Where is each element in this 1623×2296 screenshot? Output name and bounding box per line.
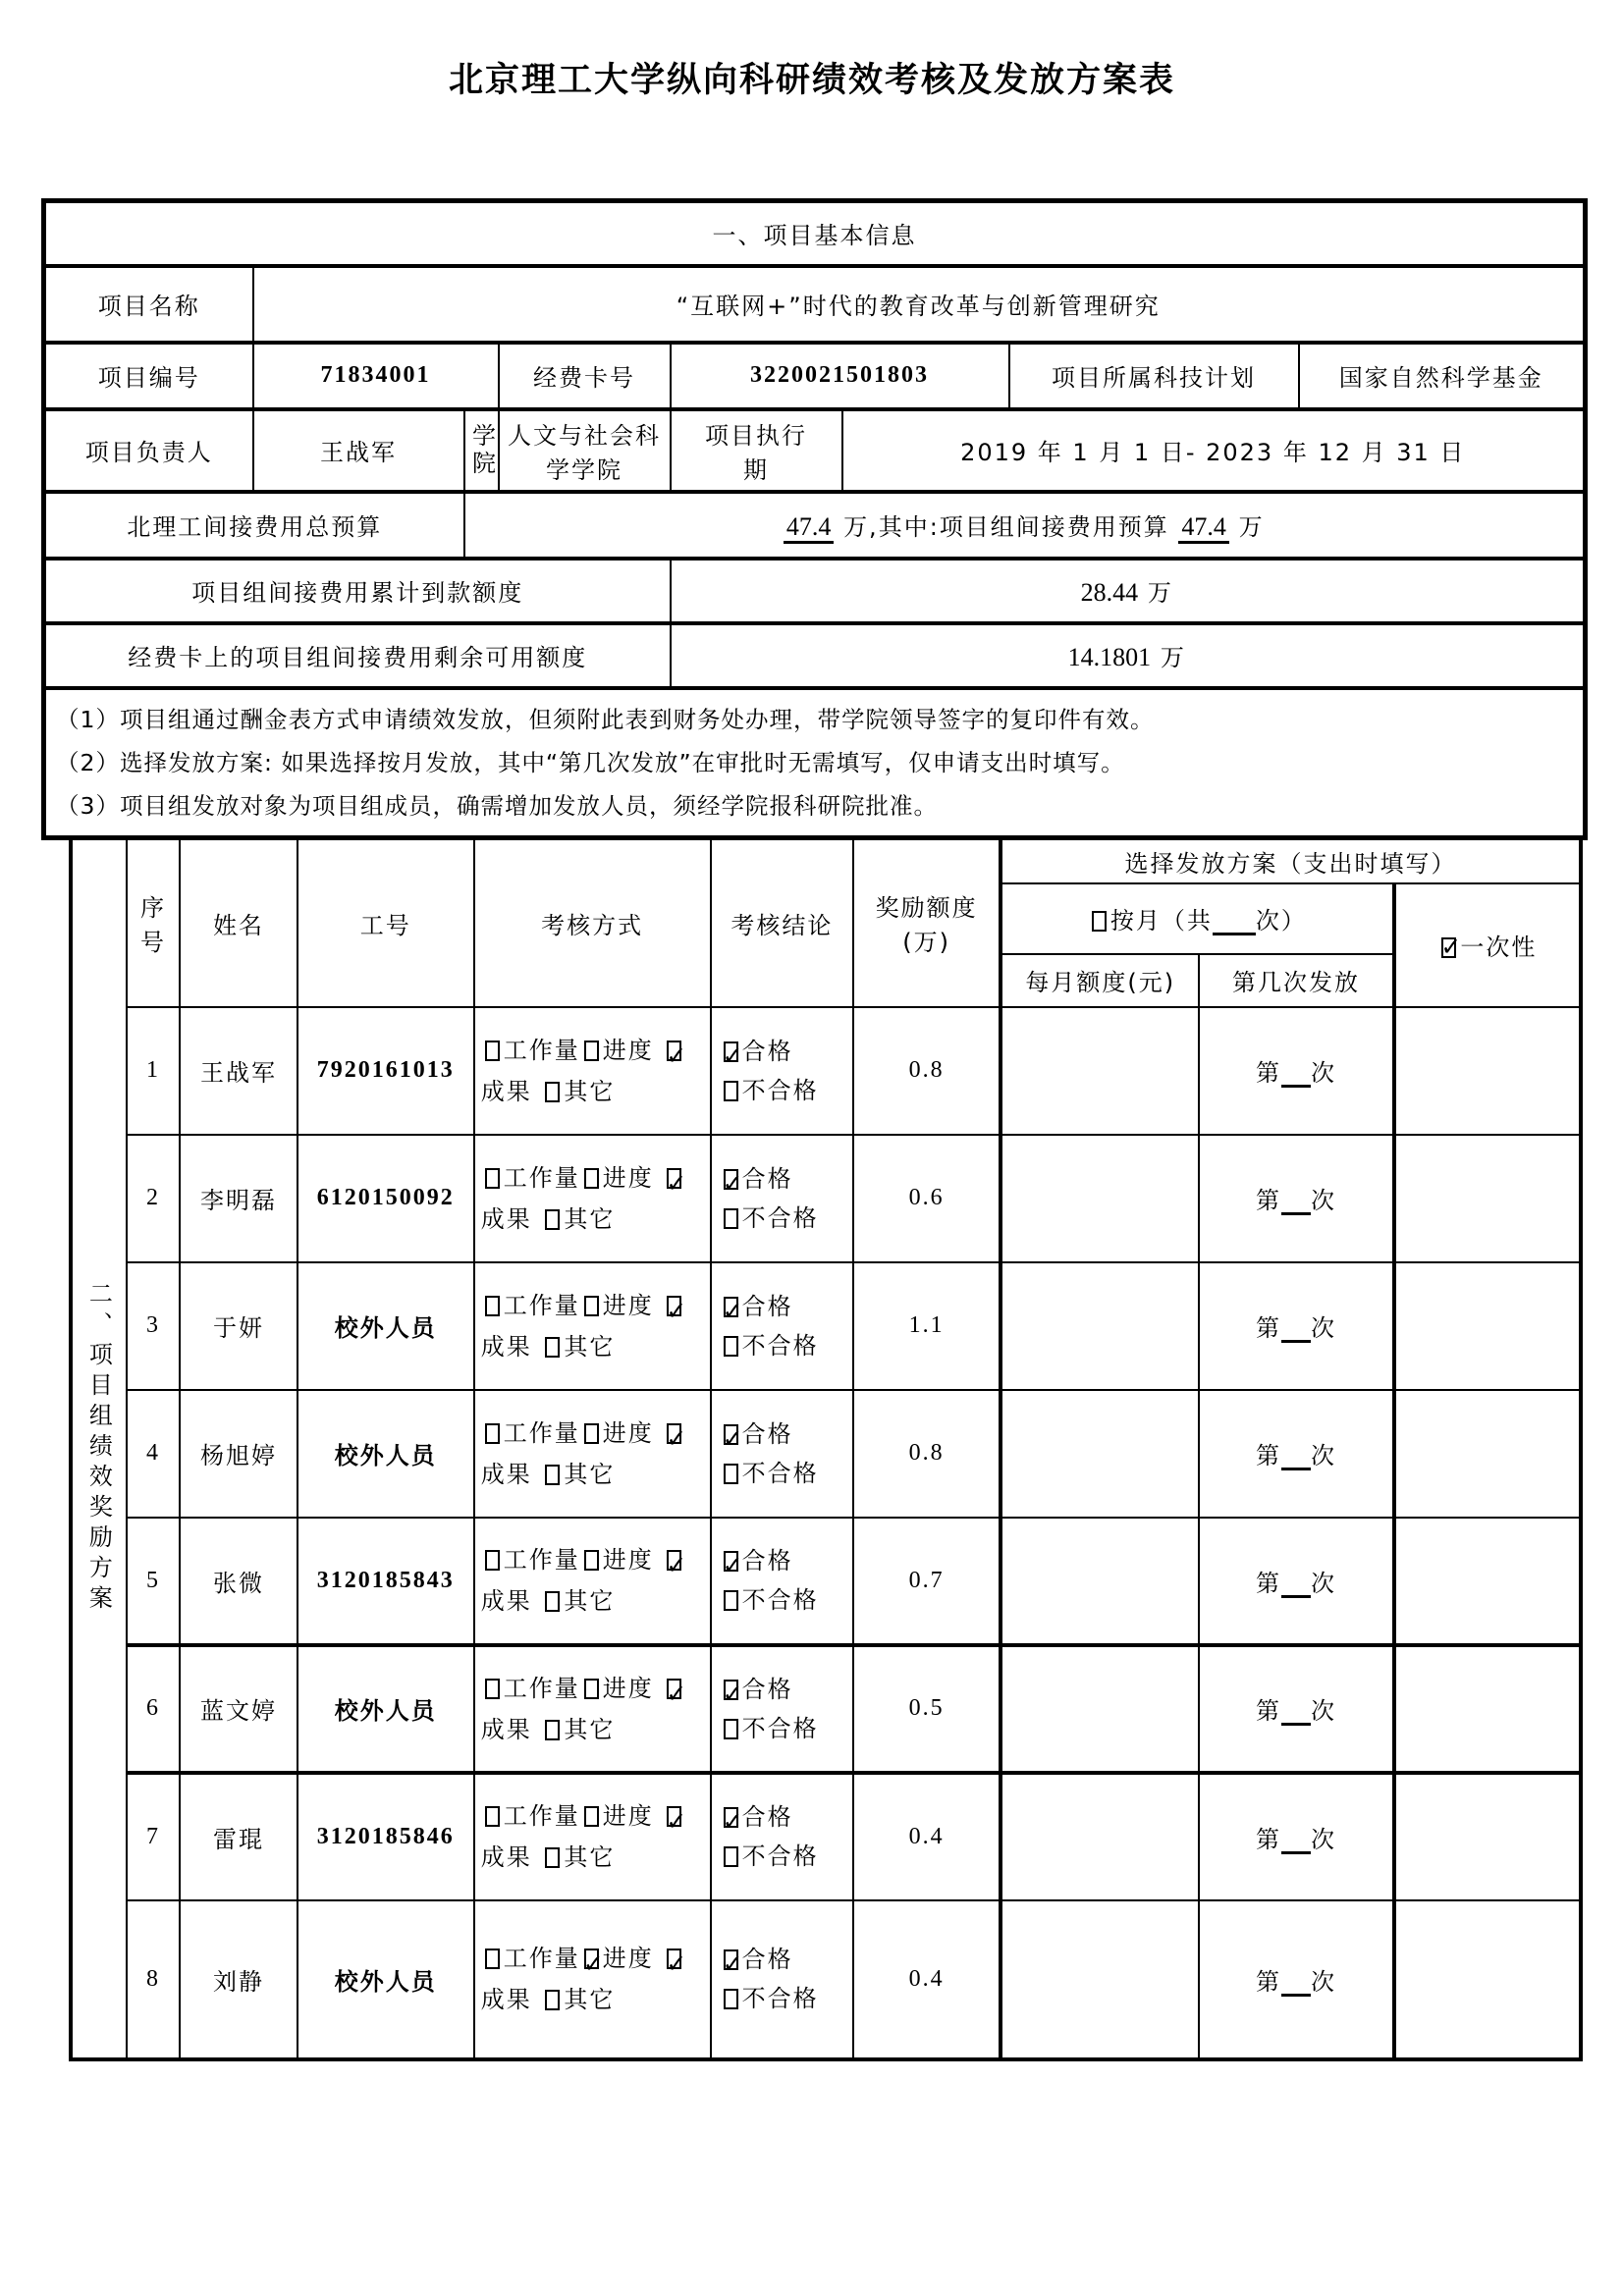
header-name: 姓名 — [180, 838, 297, 1007]
workload-checkbox[interactable] — [485, 1041, 500, 1061]
member-id: 3120185843 — [298, 1518, 474, 1645]
project-name-value: “互联网+”时代的教育改革与创新管理研究 — [253, 266, 1586, 343]
other-checkbox[interactable] — [545, 1720, 560, 1740]
which-time-cell[interactable]: 第 次 — [1199, 1645, 1393, 1773]
member-name: 李明磊 — [180, 1135, 297, 1262]
indirect-budget-mid: 万,其中:项目组间接费用预算 — [843, 513, 1169, 541]
member-seq: 5 — [127, 1518, 181, 1645]
member-amount: 0.4 — [853, 1773, 1001, 1900]
member-name: 刘静 — [180, 1900, 297, 2059]
header-method: 考核方式 — [474, 838, 711, 1007]
fail-checkbox[interactable] — [724, 1336, 738, 1357]
member-conclusion-cell: ✓合格 不合格 — [711, 1135, 854, 1262]
member-seq: 2 — [127, 1135, 181, 1262]
received-value: 28.44 万 — [671, 559, 1586, 623]
member-seq: 1 — [127, 1007, 181, 1135]
fail-checkbox[interactable] — [724, 1846, 738, 1867]
pass-checkbox[interactable] — [724, 1297, 738, 1317]
indirect-budget-value — [464, 492, 1586, 559]
which-time-blank[interactable] — [1281, 1063, 1311, 1088]
workload-checkbox[interactable] — [485, 1806, 500, 1827]
fail-checkbox[interactable] — [724, 1590, 738, 1611]
other-checkbox[interactable] — [545, 1847, 560, 1868]
member-name: 王战军 — [180, 1007, 297, 1135]
table-row — [44, 559, 1586, 623]
project-code-value: 71834001 — [253, 343, 499, 409]
which-time-blank[interactable] — [1281, 1191, 1311, 1215]
monthly-amount-cell[interactable] — [1001, 1518, 1199, 1645]
member-amount: 0.7 — [853, 1518, 1001, 1645]
monthly-amount-cell[interactable] — [1001, 1007, 1199, 1135]
which-time-cell[interactable]: 第 次 — [1199, 1518, 1393, 1645]
result-checkbox[interactable] — [667, 1679, 681, 1699]
section2-side-label-cell — [71, 838, 127, 2059]
which-time-cell[interactable]: 第 次 — [1199, 1773, 1393, 1900]
received-label: 项目组间接费用累计到款额度 — [44, 559, 671, 623]
progress-checkbox[interactable] — [584, 1423, 599, 1444]
monthly-count-blank[interactable] — [1213, 911, 1256, 935]
note-2: （2）选择发放方案: 如果选择按月发放，其中“第几次发放”在审批时无需填写，仅申请支出时填写。 — [56, 748, 1125, 776]
which-time-cell[interactable]: 第 次 — [1199, 1135, 1393, 1262]
project-code-label: 项目编号 — [44, 343, 253, 409]
which-time-cell[interactable]: 第 次 — [1199, 1007, 1393, 1135]
fail-checkbox[interactable] — [724, 1989, 738, 2009]
member-id: 校外人员 — [298, 1390, 474, 1518]
member-name: 于妍 — [180, 1262, 297, 1390]
member-conclusion-cell: ✓合格 不合格 — [711, 1773, 854, 1900]
member-conclusion-cell: ✓合格 不合格 — [711, 1262, 854, 1390]
table-row — [44, 343, 1586, 409]
progress-checkbox[interactable] — [584, 1168, 599, 1189]
progress-checkbox[interactable] — [584, 1550, 599, 1571]
workload-checkbox[interactable] — [485, 1679, 500, 1699]
monthly-checkbox[interactable] — [1092, 911, 1107, 932]
monthly-amount-cell[interactable] — [1001, 1900, 1199, 2059]
header-seq: 序号 — [127, 838, 181, 1007]
member-name: 张微 — [180, 1518, 297, 1645]
member-conclusion-cell: ✓合格 不合格 — [711, 1390, 854, 1518]
workload-checkbox[interactable] — [485, 1949, 500, 1969]
remaining-value: 14.1801 万 — [671, 623, 1586, 688]
member-row — [71, 1900, 1581, 2059]
table-row — [44, 492, 1586, 559]
college-value: 人文与社会科学学院 — [499, 409, 671, 492]
monthly-amount-cell[interactable] — [1001, 1645, 1199, 1773]
remaining-label: 经费卡上的项目组间接费用剩余可用额度 — [44, 623, 671, 688]
member-method-cell: 工作量 进度 ✓成果 其它 — [474, 1135, 711, 1262]
onetime-cell[interactable] — [1394, 1007, 1581, 1135]
table-header-row — [71, 838, 1581, 883]
member-amount: 1.1 — [853, 1262, 1001, 1390]
member-conclusion-cell: ✓合格 不合格 — [711, 1645, 854, 1773]
onetime-cell[interactable] — [1394, 1518, 1581, 1645]
leader-value: 王战军 — [253, 409, 464, 492]
reward-plan-table — [69, 836, 1583, 2061]
which-time-blank[interactable] — [1281, 1573, 1311, 1597]
pass-checkbox[interactable] — [724, 1424, 738, 1445]
member-row — [71, 1518, 1581, 1645]
which-time-blank[interactable] — [1281, 1318, 1311, 1343]
table-row — [44, 201, 1586, 266]
progress-checkbox[interactable] — [584, 1041, 599, 1061]
member-amount: 0.8 — [853, 1007, 1001, 1135]
member-row — [71, 1135, 1581, 1262]
monthly-amount-cell[interactable] — [1001, 1262, 1199, 1390]
onetime-cell[interactable] — [1394, 1900, 1581, 2059]
member-method-cell: 工作量 进度 ✓成果 其它 — [474, 1007, 711, 1135]
member-name: 蓝文婷 — [180, 1645, 297, 1773]
member-id: 校外人员 — [298, 1645, 474, 1773]
member-row — [71, 1007, 1581, 1135]
program-label: 项目所属科技计划 — [1009, 343, 1299, 409]
other-checkbox[interactable] — [545, 1990, 560, 2010]
table-row — [44, 266, 1586, 343]
member-conclusion-cell: ✓合格 不合格 — [711, 1007, 854, 1135]
which-time-blank[interactable] — [1281, 1446, 1311, 1470]
period-label: 项目执行期 — [671, 409, 842, 492]
notes-cell — [44, 688, 1586, 838]
other-checkbox[interactable] — [545, 1591, 560, 1612]
progress-checkbox[interactable] — [584, 1949, 599, 1969]
member-conclusion-cell: ✓合格 不合格 — [711, 1900, 854, 2059]
fund-card-value: 3220021501803 — [671, 343, 1009, 409]
member-method-cell: 工作量 进度 ✓成果 其它 — [474, 1390, 711, 1518]
table-row — [44, 409, 1586, 492]
member-seq: 7 — [127, 1773, 181, 1900]
period-value: 2019 年 1 月 1 日- 2023 年 12 月 31 日 — [842, 409, 1586, 492]
result-checkbox[interactable] — [667, 1168, 681, 1189]
member-seq: 8 — [127, 1900, 181, 2059]
pass-checkbox[interactable] — [724, 1949, 738, 1970]
member-amount: 0.5 — [853, 1645, 1001, 1773]
header-conclusion: 考核结论 — [711, 838, 854, 1007]
header-id: 工号 — [298, 838, 474, 1007]
member-amount: 0.4 — [853, 1900, 1001, 2059]
which-time-blank[interactable] — [1281, 1701, 1311, 1726]
header-plan-group: 选择发放方案（支出时填写） — [1001, 838, 1581, 883]
progress-checkbox[interactable] — [584, 1296, 599, 1316]
section2-side-label: 二、项目组绩效奖励方案 — [84, 1281, 113, 1616]
fail-checkbox[interactable] — [724, 1208, 738, 1229]
result-checkbox[interactable] — [667, 1041, 681, 1061]
fund-card-label: 经费卡号 — [499, 343, 671, 409]
indirect-budget-amount2[interactable]: 47.4 — [1178, 512, 1229, 544]
fail-checkbox[interactable] — [724, 1464, 738, 1484]
monthly-amount-cell[interactable] — [1001, 1390, 1199, 1518]
other-checkbox[interactable] — [545, 1465, 560, 1485]
member-method-cell: 工作量 ✓ 进度 ✓成果 其它 — [474, 1900, 711, 2059]
result-checkbox[interactable] — [667, 1296, 681, 1316]
header-amount: 奖励额度 (万) — [853, 838, 1001, 1007]
member-name: 雷琨 — [180, 1773, 297, 1900]
member-amount: 0.8 — [853, 1390, 1001, 1518]
note-3: （3）项目组发放对象为项目组成员，确需增加发放人员，须经学院报科研院批准。 — [56, 791, 938, 820]
onetime-cell[interactable] — [1394, 1135, 1581, 1262]
other-checkbox[interactable] — [545, 1337, 560, 1358]
member-seq: 3 — [127, 1262, 181, 1390]
fail-checkbox[interactable] — [724, 1081, 738, 1101]
pass-checkbox[interactable] — [724, 1041, 738, 1062]
onetime-cell[interactable] — [1394, 1390, 1581, 1518]
member-id: 3120185846 — [298, 1773, 474, 1900]
result-checkbox[interactable] — [667, 1806, 681, 1827]
program-value: 国家自然科学基金 — [1299, 343, 1586, 409]
table-row — [44, 623, 1586, 688]
onetime-checkbox[interactable] — [1441, 937, 1456, 958]
member-row — [71, 1645, 1581, 1773]
onetime-cell[interactable] — [1394, 1262, 1581, 1390]
which-time-blank[interactable] — [1281, 1971, 1311, 1996]
member-row — [71, 1262, 1581, 1390]
member-id: 6120150092 — [298, 1135, 474, 1262]
progress-checkbox[interactable] — [584, 1679, 599, 1699]
member-method-cell: 工作量 进度 ✓成果 其它 — [474, 1773, 711, 1900]
pass-checkbox[interactable] — [724, 1169, 738, 1190]
monthly-amount-cell[interactable] — [1001, 1773, 1199, 1900]
header-which-time: 第几次发放 — [1199, 954, 1393, 1007]
workload-checkbox[interactable] — [485, 1296, 500, 1316]
member-method-cell: 工作量 进度 ✓成果 其它 — [474, 1518, 711, 1645]
workload-checkbox[interactable] — [485, 1550, 500, 1571]
section1-heading: 一、项目基本信息 — [44, 201, 1586, 266]
member-seq: 6 — [127, 1645, 181, 1773]
fail-checkbox[interactable] — [724, 1719, 738, 1739]
project-name-label: 项目名称 — [44, 266, 253, 343]
result-checkbox[interactable] — [667, 1550, 681, 1571]
header-onetime-option: ✓一次性 — [1394, 883, 1581, 1007]
college-label: 学院 — [464, 409, 499, 492]
onetime-cell[interactable] — [1394, 1645, 1581, 1773]
which-time-cell[interactable]: 第 次 — [1199, 1390, 1393, 1518]
table-row — [44, 688, 1586, 838]
note-1: （1）项目组通过酬金表方式申请绩效发放，但须附此表到财务处办理，带学院领导签字的复印件有效。 — [56, 705, 1155, 733]
workload-checkbox[interactable] — [485, 1168, 500, 1189]
other-checkbox[interactable] — [545, 1209, 560, 1230]
member-row — [71, 1773, 1581, 1900]
onetime-cell[interactable] — [1394, 1773, 1581, 1900]
indirect-budget-unit: 万 — [1238, 513, 1265, 541]
page-title: 北京理工大学纵向科研绩效考核及发放方案表 — [448, 61, 1175, 100]
result-checkbox[interactable] — [667, 1949, 681, 1969]
member-id: 校外人员 — [298, 1262, 474, 1390]
pass-checkbox[interactable] — [724, 1551, 738, 1572]
member-method-cell: 工作量 进度 ✓成果 其它 — [474, 1645, 711, 1773]
leader-label: 项目负责人 — [44, 409, 253, 492]
monthly-amount-cell[interactable] — [1001, 1135, 1199, 1262]
indirect-budget-amount1[interactable]: 47.4 — [784, 512, 835, 544]
which-time-cell[interactable]: 第 次 — [1199, 1900, 1393, 2059]
progress-checkbox[interactable] — [584, 1806, 599, 1827]
member-id: 7920161013 — [298, 1007, 474, 1135]
member-name: 杨旭婷 — [180, 1390, 297, 1518]
member-conclusion-cell: ✓合格 不合格 — [711, 1518, 854, 1645]
member-id: 校外人员 — [298, 1900, 474, 2059]
which-time-cell[interactable]: 第 次 — [1199, 1262, 1393, 1390]
member-row — [71, 1390, 1581, 1518]
member-amount: 0.6 — [853, 1135, 1001, 1262]
pass-checkbox[interactable] — [724, 1680, 738, 1700]
pass-checkbox[interactable] — [724, 1807, 738, 1828]
which-time-blank[interactable] — [1281, 1829, 1311, 1853]
other-checkbox[interactable] — [545, 1082, 560, 1102]
member-method-cell: 工作量 进度 ✓成果 其它 — [474, 1262, 711, 1390]
workload-checkbox[interactable] — [485, 1423, 500, 1444]
indirect-budget-label: 北理工间接费用总预算 — [44, 492, 464, 559]
result-checkbox[interactable] — [667, 1423, 681, 1444]
member-seq: 4 — [127, 1390, 181, 1518]
header-monthly-option: 按月（共 次） — [1001, 883, 1394, 954]
basic-info-table — [41, 198, 1588, 840]
header-monthly-amount: 每月额度(元) — [1001, 954, 1199, 1007]
